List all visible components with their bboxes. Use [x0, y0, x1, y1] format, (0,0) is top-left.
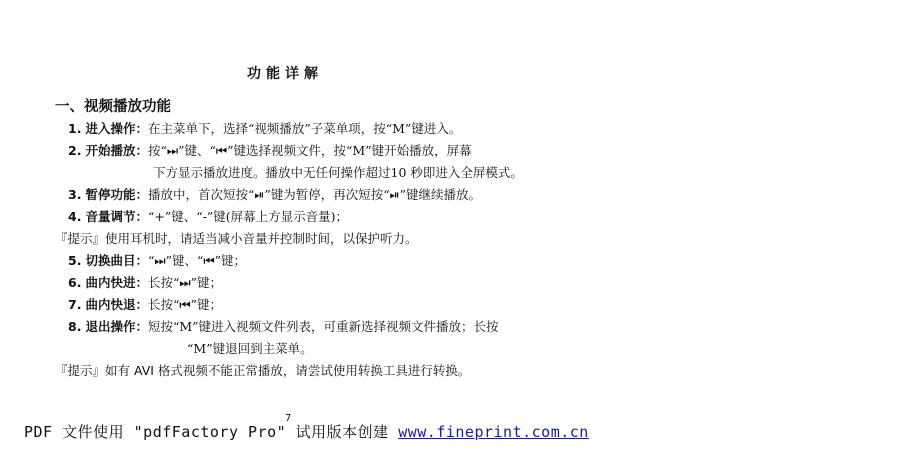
tip-note: 『提示』使用耳机时，请适当减小音量并控制时间，以保护听力。: [55, 231, 418, 246]
item-label: 退出操作：: [85, 319, 148, 334]
list-item: [68, 273, 222, 291]
list-item: [68, 185, 481, 203]
item-number: 8.: [68, 319, 82, 334]
item-label: 曲内快退：: [85, 297, 148, 312]
list-item-continuation: “M”键退回到主菜单。: [187, 341, 313, 356]
item-number: 6.: [68, 275, 82, 290]
list-item: [68, 317, 499, 335]
item-number: 3.: [68, 187, 82, 202]
page-title: 功能详解: [247, 66, 323, 82]
item-text: 长按“⏮”键；: [147, 297, 222, 312]
item-text: 在主菜单下，选择“视频播放”子菜单项，按“M”键进入。: [147, 121, 462, 136]
item-label: 音量调节：: [85, 209, 148, 224]
item-number: 4.: [68, 209, 82, 224]
item-text: 短按“M”键进入视频文件列表，可重新选择视频文件播放；长按: [147, 319, 499, 334]
item-text: “+”键、“-”键(屏幕上方显示音量)；: [147, 209, 348, 224]
item-label: 暂停功能：: [85, 187, 148, 202]
item-text: 长按“⏭”键；: [147, 275, 222, 290]
list-item: [68, 295, 222, 313]
pdf-footer: [24, 421, 589, 442]
tip-note: 『提示』如有 AVI 格式视频不能正常播放，请尝试使用转换工具进行转换。: [55, 363, 471, 378]
item-number: 2.: [68, 143, 82, 158]
footer-text: PDF 文件使用 "pdfFactory Pro" 试用版本创建: [24, 423, 389, 441]
list-item-continuation: 下方显示播放进度。播放中无任何操作超过10 秒即进入全屏模式。: [153, 165, 523, 180]
item-text: 播放中，首次短按“⏯”键为暂停，再次短按“⏯”键继续播放。: [147, 187, 482, 202]
section-heading: 一、视频播放功能: [55, 99, 171, 115]
item-number: 5.: [68, 253, 82, 268]
item-label: 曲内快进：: [85, 275, 148, 290]
page-number: 7: [285, 413, 292, 424]
item-number: 1.: [68, 121, 82, 136]
item-number: 7.: [68, 297, 82, 312]
item-label: 进入操作：: [85, 121, 148, 136]
list-item: [68, 207, 348, 225]
item-text: “⏭”键、“⏮”键；: [147, 253, 247, 268]
list-item: [68, 141, 472, 159]
footer-link[interactable]: www.fineprint.com.cn: [398, 423, 589, 441]
item-label: 开始播放：: [85, 143, 148, 158]
list-item: [68, 251, 246, 269]
item-label: 切换曲目：: [85, 253, 148, 268]
list-item: [68, 119, 461, 137]
item-text: 按“⏭”键、“⏮”键选择视频文件，按“M”键开始播放，屏幕: [147, 143, 472, 158]
